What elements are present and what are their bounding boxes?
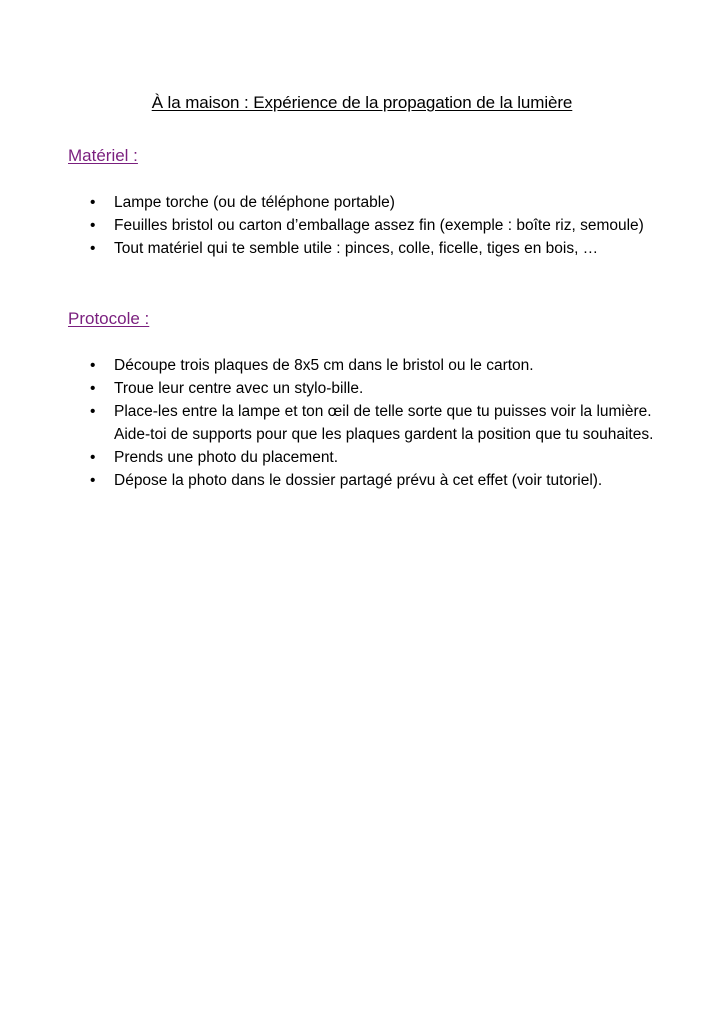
list-item: [90, 354, 660, 377]
materiel-list: [90, 191, 660, 260]
bullet-icon: •: [90, 449, 96, 466]
list-item-text: Dépose la photo dans le dossier partagé prévu à cet effet (voir tutoriel).: [114, 472, 603, 489]
bullet-icon: •: [90, 194, 96, 211]
protocole-list: [90, 354, 660, 492]
list-item-text: Découpe trois plaques de 8x5 cm dans le bristol ou le carton.: [114, 357, 534, 374]
section-heading-protocole: Protocole :: [68, 309, 150, 328]
document-title: À la maison : Expérience de la propagation de la lumière: [151, 93, 573, 112]
bullet-icon: •: [90, 240, 96, 257]
list-item-text: Place-les entre la lampe et ton œil de telle sorte que tu puisses voir la lumière. Aide-toi de supports pour que les plaques gardent la position que tu souhaites.: [114, 403, 654, 443]
list-item-text: Tout matériel qui te semble utile : pinces, colle, ficelle, tiges en bois, …: [114, 240, 599, 257]
bullet-icon: •: [90, 403, 96, 420]
list-item-text: Feuilles bristol ou carton d’emballage assez fin (exemple : boîte riz, semoule): [114, 217, 644, 234]
list-item-text: Prends une photo du placement.: [114, 449, 339, 466]
list-item-text: Troue leur centre avec un stylo-bille.: [114, 380, 364, 397]
bullet-icon: •: [90, 217, 96, 234]
list-item: [90, 237, 660, 260]
list-item: [90, 214, 660, 237]
section-heading-materiel: Matériel :: [68, 146, 138, 165]
bullet-icon: •: [90, 380, 96, 397]
list-item: [90, 469, 660, 492]
list-item-text: Lampe torche (ou de téléphone portable): [114, 194, 395, 211]
list-item: [90, 191, 660, 214]
bullet-icon: •: [90, 357, 96, 374]
list-item: [90, 400, 660, 446]
bullet-icon: •: [90, 472, 96, 489]
list-item: [90, 446, 660, 469]
list-item: [90, 377, 660, 400]
